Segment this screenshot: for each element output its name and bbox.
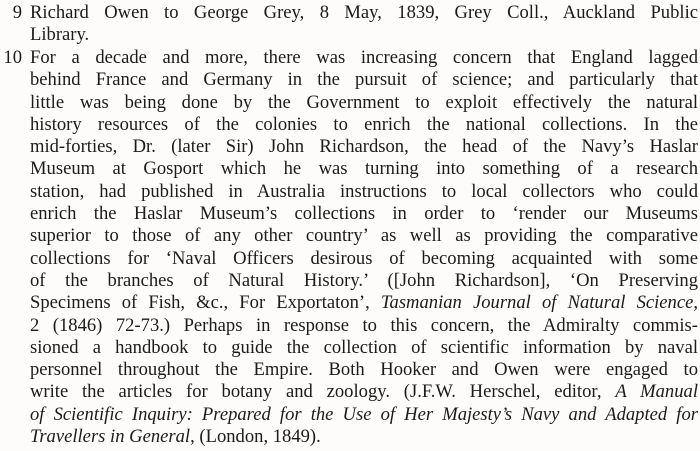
text-line: station, had published in Australia instructions to local collectors who could [30, 180, 698, 202]
footnote-text [30, 2, 698, 47]
book-title: of Scientific Inquiry: Prepared for the Use of Her Majesty’s Navy and Adapted for [30, 403, 698, 425]
book-title: Travellers in General [30, 426, 191, 448]
book-title: A Manual [615, 381, 698, 403]
text-line: little was being done by the Government to exploit effectively the natural [30, 91, 698, 113]
text-line: superior to those of any other country’ as well as providing the comparative [30, 225, 698, 247]
footnote-number: 10 [3, 47, 22, 68]
text-line: enrich the Haslar Museum’s collections in order to ‘render our Museums [30, 203, 698, 225]
text-line [30, 426, 698, 448]
journal-title: Tasmanian Journal of Natural Science [380, 292, 694, 314]
footnote-number: 9 [12, 2, 22, 23]
text-line [30, 381, 698, 403]
text-line: Library. [30, 24, 90, 46]
text-segment: , (London, 1849). [190, 426, 321, 448]
text-line: mid-forties, Dr. (later Sir) John Richardson, the head of the Navy’s Haslar [30, 136, 698, 158]
text-segment: write the articles for botany and zoology. (J.F.W. Herschel, editor, [30, 381, 616, 403]
text-line: personnel throughout the Empire. Both Hooker and Owen were engaged to [30, 359, 698, 381]
text-line [30, 404, 698, 426]
text-segment: , [693, 292, 698, 314]
text-line: collections for ‘Naval Officers desirous of becoming acquainted with some [30, 247, 698, 269]
footnote-text [30, 47, 698, 448]
text-segment: Specimens of Fish, &c., For Exportaton’, [30, 292, 381, 314]
text-line: history resources of the colonies to enrich the national collections. In the [30, 113, 698, 135]
text-line: Richard Owen to George Grey, 8 May, 1839, Grey Coll., Auckland Public [30, 2, 698, 23]
text-line: behind France and Germany in the pursuit of science; and particularly that [30, 69, 698, 91]
text-line: of the branches of Natural History.’ ([John Richardson], ‘On Preserving [30, 269, 698, 291]
text-line: sioned a handbook to guide the collection of scientific information by naval [30, 336, 698, 358]
text-line [30, 292, 698, 314]
text-line: For a decade and more, there was increasing concern that England lagged [30, 47, 698, 68]
text-line: 2 (1846) 72-73.) Perhaps in response to this concern, the Admiralty commis- [30, 314, 698, 336]
text-line: Museum at Gosport which he was turning into something of a research [30, 158, 698, 180]
